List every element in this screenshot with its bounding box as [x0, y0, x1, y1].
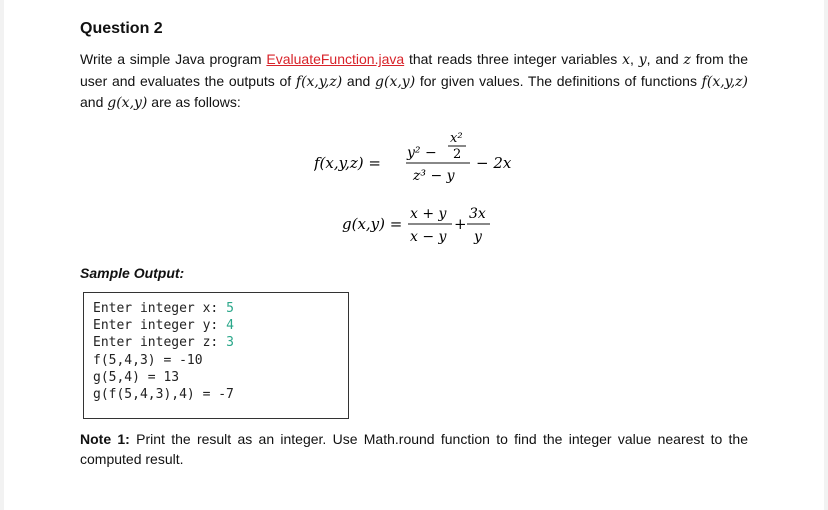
formula-f-x2: x²	[450, 131, 463, 146]
formula-f-two: 2	[453, 147, 462, 162]
note-paragraph	[80, 429, 748, 469]
output-text: g(5,4) = 13	[93, 369, 180, 385]
math-fn-g: g(x,y)	[375, 73, 416, 90]
output-line	[93, 386, 348, 403]
intro-text: , and	[646, 51, 684, 67]
user-input-value: 3	[226, 335, 234, 351]
output-text: g(f(5,4,3),4) = -7	[93, 387, 234, 403]
formula-g-num2: 3x	[469, 206, 486, 222]
question-description	[80, 49, 748, 114]
formula-g	[342, 200, 502, 248]
output-line	[93, 300, 348, 317]
note-label: Note 1:	[80, 431, 130, 447]
output-line	[93, 352, 348, 369]
formula-f-denominator: z³ − y	[413, 168, 455, 184]
question-title: Question 2	[80, 20, 163, 37]
user-input-value: 5	[226, 301, 234, 316]
formula-f-num-y2: y² −	[407, 145, 437, 161]
user-input-value: 4	[226, 318, 234, 334]
formula-g-num1: x + y	[410, 206, 447, 222]
note-text: Print the result as an integer. Use Math.round function to find the integer value nearest to the computed result.	[80, 431, 748, 467]
math-fn-g: g(x,y)	[107, 95, 148, 111]
formula-f-lhs: f(x,y,z) =	[314, 154, 381, 172]
sample-output-box	[83, 292, 349, 419]
math-var-x: x	[622, 52, 631, 68]
intro-text: Write a simple Java program	[80, 51, 267, 67]
intro-text: from the user and evaluates the outputs of	[80, 51, 748, 89]
formula-g-den2: y	[474, 229, 482, 245]
output-line	[93, 317, 348, 334]
intro-text: and	[342, 72, 376, 89]
output-text: Enter integer y:	[93, 318, 227, 334]
math-fn-f: f(x,y,z)	[701, 73, 748, 90]
math-fn-f: f(x,y,z)	[295, 73, 343, 90]
formula-f	[314, 124, 514, 186]
output-line	[93, 334, 348, 351]
formula-g-plus: +	[454, 215, 467, 233]
program-name-link[interactable]: EvaluateFunction.java	[266, 51, 405, 67]
math-var-y: y	[638, 52, 647, 68]
output-text: Enter integer x:	[93, 301, 227, 316]
output-text: Enter integer z:	[93, 335, 227, 351]
sample-output-title: Sample Output:	[80, 265, 185, 281]
intro-text: for given values. The definitions of functions	[415, 72, 702, 89]
intro-text: are as follows:	[147, 94, 241, 110]
math-var-z: z	[683, 52, 691, 68]
formula-g-den1: x − y	[410, 229, 447, 245]
intro-text: and	[80, 94, 108, 110]
document-page	[4, 0, 824, 510]
output-text: f(5,4,3) = -10	[93, 352, 203, 368]
output-line	[93, 369, 348, 386]
intro-text: ,	[630, 51, 639, 67]
formula-g-lhs: g(x,y) =	[342, 215, 403, 233]
formula-f-tail: − 2x	[476, 154, 512, 172]
intro-text: that reads three integer variables	[404, 51, 623, 67]
